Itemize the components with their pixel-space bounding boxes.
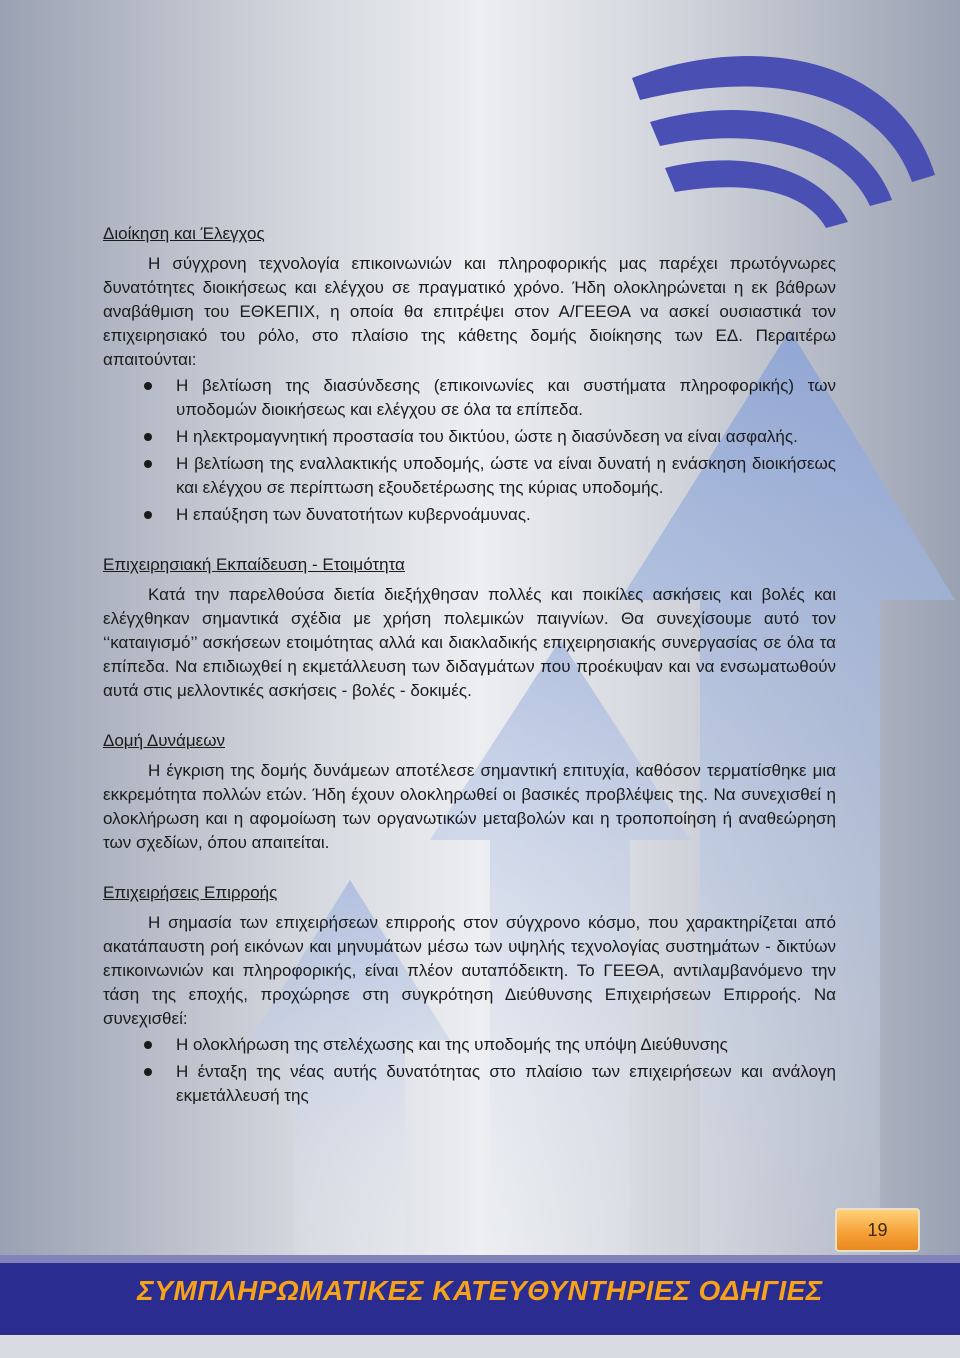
section-heading: Επιχειρησιακή Εκπαίδευση - Ετοιμότητα (103, 555, 405, 574)
section-heading: Διοίκηση και Έλεγχος (103, 224, 265, 243)
list-item (103, 1033, 836, 1057)
footer-bar (0, 1255, 960, 1335)
page-number-badge (835, 1208, 920, 1252)
main-content (103, 222, 836, 1134)
list-item-text: Η ηλεκτρομαγνητική προστασία του δικτύου, ώστε η διασύνδεση να είναι ασφαλής. (176, 427, 798, 446)
bullet-icon (144, 460, 152, 468)
section-paragraph: Η σημασία των επιχειρήσεων επιρροής στον σύγχρονο κόσμο, που χαρακτηρίζεται από ακατάπαυστη ροή εικόνων και μηνυμάτων μέσω των υψηλής τεχνολογίας συστημάτων - δικτύων επικοινωνιών και πληροφορικής, είναι πλέον αυταπόδεικτη. Το ΓΕΕΘΑ, αντιλαμβανόμενο την τάση της εποχής, προχώρησε στη συγκρότηση Διεύθυνσης Επιχειρήσεων Επιρροής. Να συνεχισθεί: (103, 913, 836, 1028)
bullet-icon (144, 382, 152, 390)
section-influence-operations (103, 881, 836, 1108)
page-number: 19 (867, 1219, 888, 1240)
section-training-readiness (103, 553, 836, 703)
bullet-icon (144, 511, 152, 519)
list-item-text: Η βελτίωση της διασύνδεσης (επικοινωνίες και συστήματα πληροφορικής) των υποδομών διοικήσεως και ελέγχου σε όλα τα επίπεδα. (176, 376, 836, 419)
list-item (103, 1060, 836, 1108)
list-item-text: Η ολοκλήρωση της στελέχωσης και της υποδομής της υπόψη Διεύθυνσης (176, 1035, 728, 1054)
section-force-structure (103, 729, 836, 855)
section-paragraph: Κατά την παρελθούσα διετία διεξήχθησαν πολλές και ποικίλες ασκήσεις και βολές και ελέγχθηκαν σημαντικά σχέδια με χρήση πολεμικών παιγνίων. Θα συνεχίσουμε αυτό τον ‘‘καταιγισμό’’ ασκήσεων ετοιμότητας αλλά και διακλαδικής επιχειρησιακής συνεργασίας σε όλα τα επίπεδα. Να επιδιωχθεί η εκμετάλλευση των διδαγμάτων που προέκυψαν και να ενσωματωθούν αυτά στις μελλοντικές ασκήσεις - βολές - δοκιμές. (103, 585, 836, 700)
section-command-control (103, 222, 836, 527)
list-item-text: Η ένταξη της νέας αυτής δυνατότητας στο πλαίσιο των επιχειρήσεων και ανάλογη εκμετάλλευσή της (176, 1062, 836, 1105)
list-item (103, 503, 836, 527)
list-item (103, 452, 836, 500)
list-item (103, 374, 836, 422)
footer-title: ΣΥΜΠΛΗΡΩΜΑΤΙΚΕΣ ΚΑΤΕΥΘΥΝΤΗΡΙΕΣ ΟΔΗΓΙΕΣ (137, 1275, 823, 1306)
list-item-text: Η επαύξηση των δυνατοτήτων κυβερνοάμυνας. (176, 505, 531, 524)
bullet-list (103, 374, 836, 527)
footer-stripe (0, 1255, 960, 1263)
bullet-icon (144, 1041, 152, 1049)
section-heading: Επιχειρήσεις Επιρροής (103, 883, 278, 902)
section-paragraph: Η σύγχρονη τεχνολογία επικοινωνιών και πληροφορικής μας παρέχει πρωτόγνωρες δυνατότητες διοικήσεως και ελέγχου σε πραγματικό χρόνο. Ήδη ολοκληρώνεται η εκ βάθρων αναβάθμιση του ΕΘΚΕΠΙΧ, η οποία θα επιτρέψει στον Α/ΓΕΕΘΑ να ασκεί ουσιαστικά τον επιχειρησιακό του ρόλο, στο πλαίσιο της κάθετης δομής διοίκησης των ΕΔ. Περαιτέρω απαιτούνται: (103, 254, 836, 369)
bullet-icon (144, 433, 152, 441)
bullet-icon (144, 1068, 152, 1076)
footer-bottom-strip (0, 1335, 960, 1358)
list-item (103, 425, 836, 449)
bullet-list (103, 1033, 836, 1108)
section-paragraph: Η έγκριση της δομής δυνάμεων αποτέλεσε σημαντική επιτυχία, καθόσον τερματίσθηκε μια εκκρεμότητα πολλών ετών. Ήδη έχουν ολοκληρωθεί οι βασικές προβλέψεις της. Να συνεχισθεί η ολοκλήρωση και η αφομοίωση των οργανωτικών μεταβολών και η τροποποίηση ή αναθεώρηση των σχεδίων, όπου απαιτείται. (103, 761, 836, 852)
signal-arcs-icon (632, 56, 935, 228)
section-heading: Δομή Δυνάμεων (103, 731, 225, 750)
list-item-text: Η βελτίωση της εναλλακτικής υποδομής, ώστε να είναι δυνατή η ενάσκηση διοικήσεως και ελέγχου σε περίπτωση εξουδετέρωσης της κύριας υποδομής. (176, 454, 836, 497)
